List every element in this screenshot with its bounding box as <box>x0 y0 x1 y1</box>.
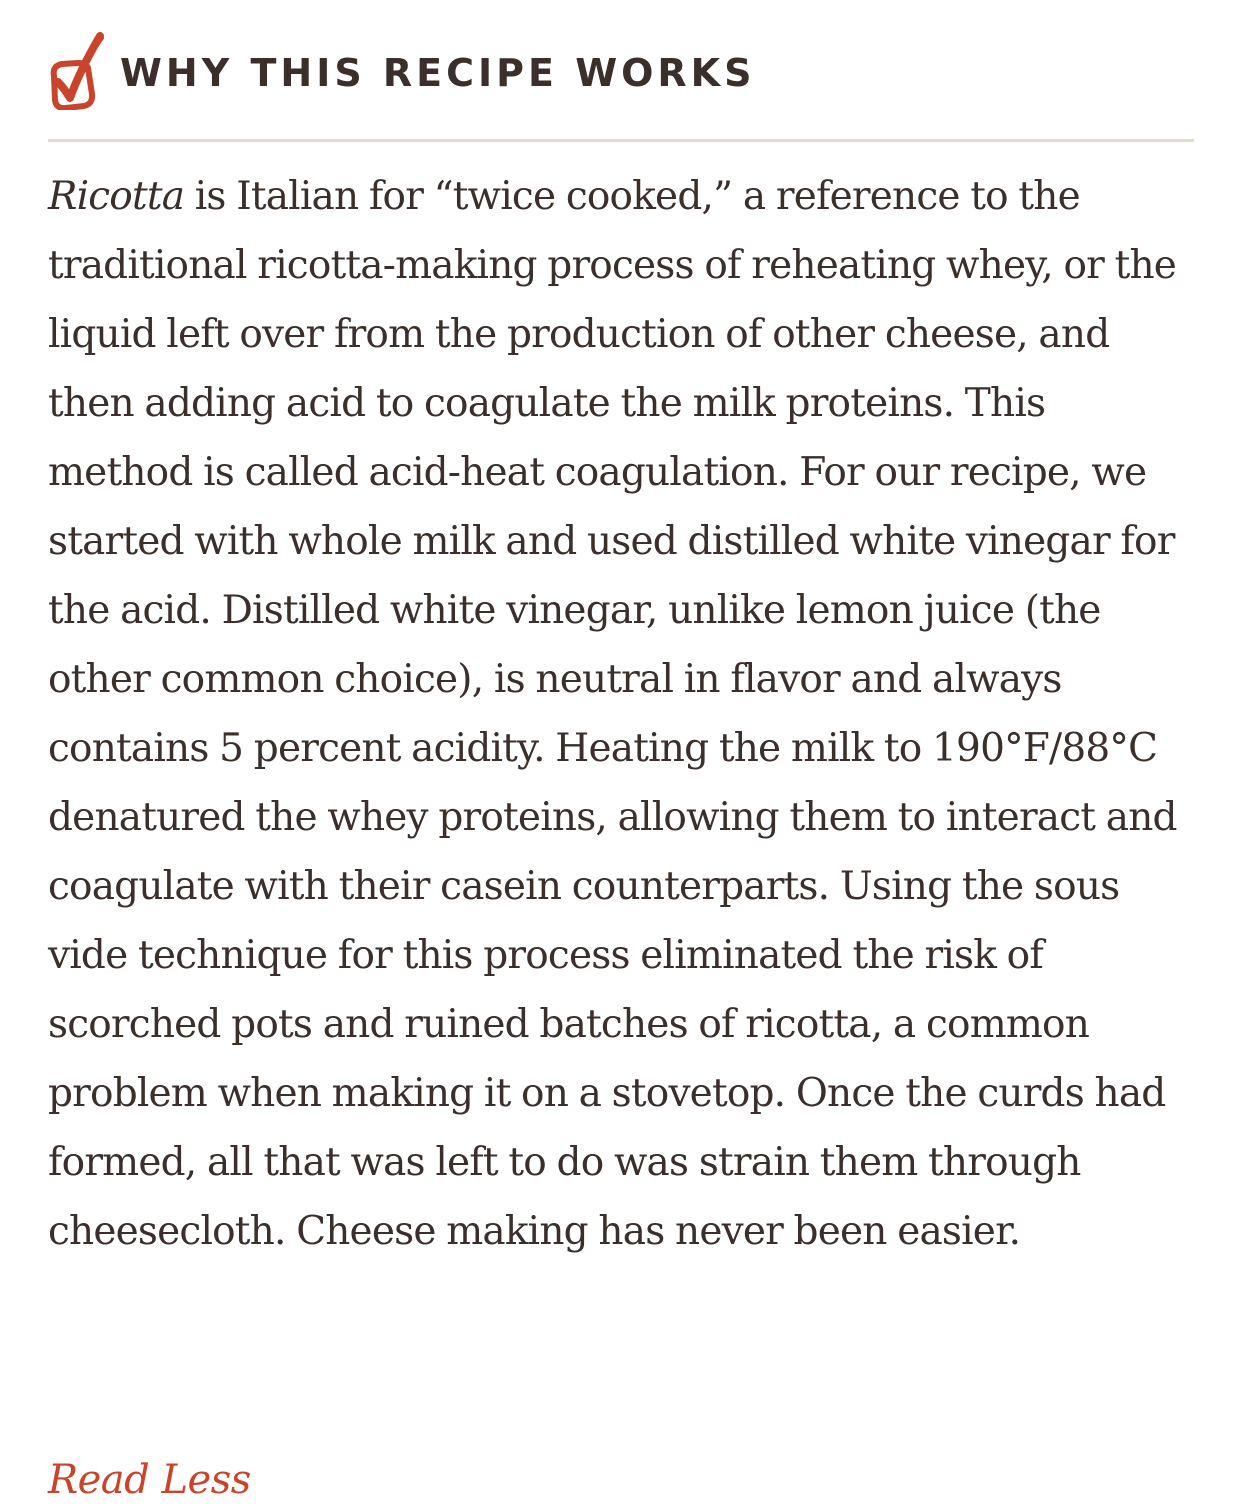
checkmark-icon <box>48 30 104 110</box>
explanation-text <box>48 162 1194 1266</box>
italic-lead-word: Ricotta <box>48 174 185 219</box>
section-header <box>48 30 756 110</box>
recipe-explanation-panel <box>48 0 1194 1502</box>
read-less-link[interactable]: Read Less <box>48 1457 251 1503</box>
section-title: WHY THIS RECIPE WORKS <box>120 51 756 95</box>
section-divider <box>48 139 1194 142</box>
explanation-body: is Italian for “twice cooked,” a reference to the traditional ricotta-making process of reheating whey, or the liquid left over from the production of other cheese, and then adding acid to coagulate the milk proteins. This method is called acid-heat coagulation. For our recipe, we started with whole milk and used distilled white vinegar for the acid. Distilled white vinegar, unlike lemon juice (the other common choice), is neutral in flavor and always contains 5 percent acidity. Heating the milk to 190°F/88°C denatured the whey proteins, allowing them to interact and coagulate with their casein counterparts. Using the sous vide technique for this process eliminated the risk of scorched pots and ruined batches of ricotta, a common problem when making it on a stovetop. Once the curds had formed, all that was left to do was strain them through cheesecloth. Cheese making has never been easier. <box>48 174 1177 1254</box>
